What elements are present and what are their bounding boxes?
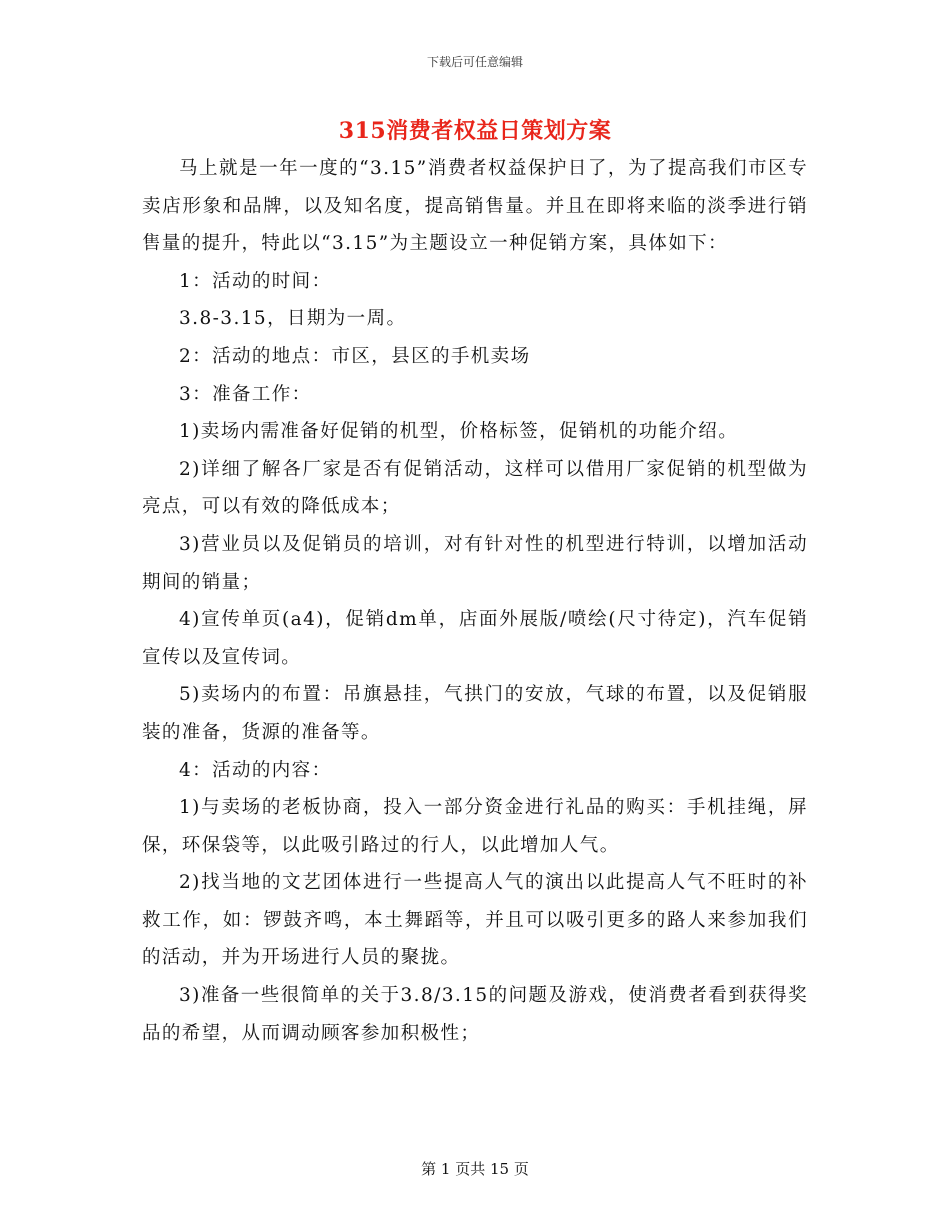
paragraph: 马上就是一年一度的“3.15”消费者权益保护日了，为了提高我们市区专卖店形象和品牌，以及知名度，提高销售量。并且在即将来临的淡季进行销售量的提升，特此以“3.15”为主题设立一种促销方案，具体如下： <box>142 158 808 255</box>
page-footer: 第 1 页共 15 页 <box>421 1160 529 1178</box>
document-title: 315消费者权益日策划方案 <box>338 118 612 144</box>
paragraph: 4)宣传单页(a4)，促销dm单，店面外展版/喷绘(尺寸待定)，汽车促销宣传以及宣传词。 <box>142 609 808 668</box>
paragraph: 3)准备一些很简单的关于3.8/3.15的问题及游戏，使消费者看到获得奖品的希望，从而调动顾客参加积极性； <box>142 985 808 1044</box>
document-body <box>142 150 808 1052</box>
paragraph: 5)卖场内的布置：吊旗悬挂，气拱门的安放，气球的布置，以及促销服装的准备，货源的准备等。 <box>142 684 808 743</box>
paragraph: 3)营业员以及促销员的培训，对有针对性的机型进行特训，以增加活动期间的销量； <box>142 533 808 593</box>
paragraph: 2)详细了解各厂家是否有促销活动，这样可以借用厂家促销的机型做为亮点，可以有效的降低成本； <box>142 458 808 518</box>
header-note: 下载后可任意编辑 <box>426 55 523 69</box>
paragraph: 1：活动的时间： <box>179 270 332 292</box>
paragraph: 1)与卖场的老板协商，投入一部分资金进行礼品的购买：手机挂绳，屏保，环保袋等，以此吸引路过的行人，以此增加人气。 <box>142 797 808 856</box>
paragraph: 3.8-3.15，日期为一周。 <box>179 308 407 330</box>
paragraph: 4：活动的内容： <box>179 759 332 781</box>
paragraph: 2)找当地的文艺团体进行一些提高人气的演出以此提高人气不旺时的补救工作，如：锣鼓齐鸣，本土舞蹈等，并且可以吸引更多的路人来参加我们的活动，并为开场进行人员的聚拢。 <box>142 872 808 969</box>
paragraph: 2：活动的地点：市区，县区的手机卖场 <box>179 345 531 367</box>
paragraph: 1)卖场内需准备好促销的机型，价格标签，促销机的功能介绍。 <box>179 421 739 443</box>
paragraph: 3：准备工作： <box>179 383 312 405</box>
